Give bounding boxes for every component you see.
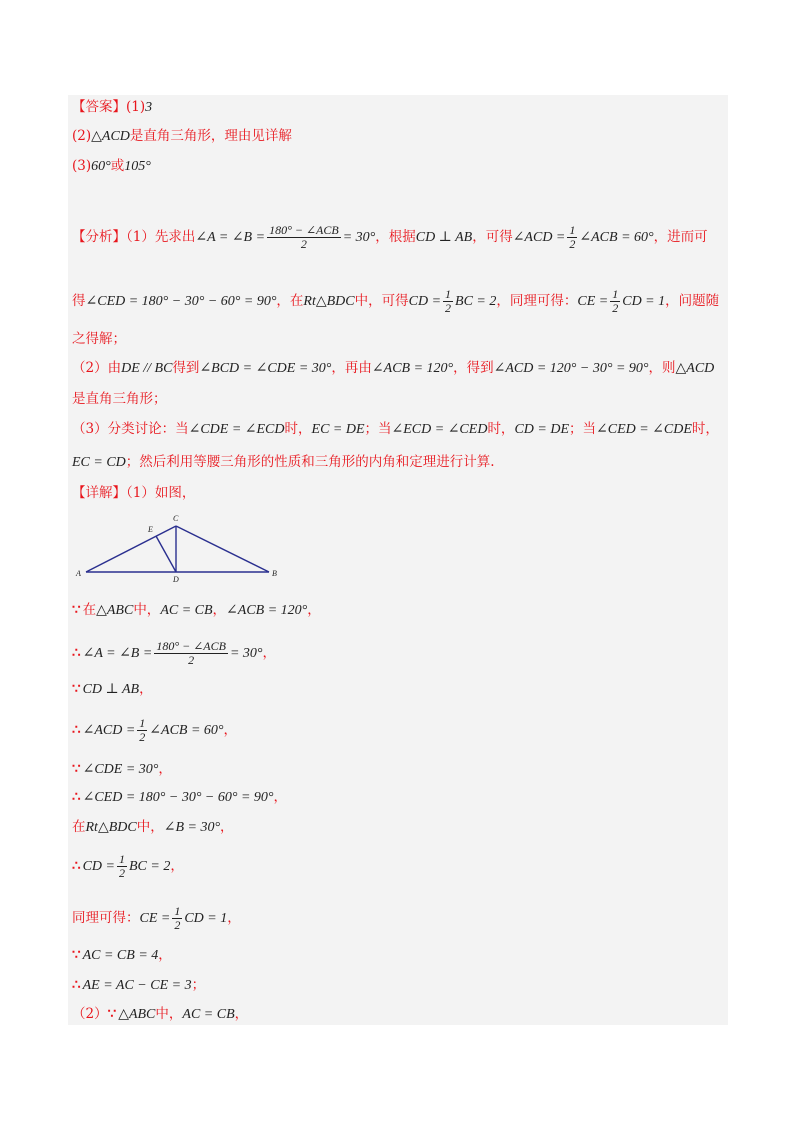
detail-text: ， [227,910,241,926]
math-expr: ∠ACD = [82,723,136,738]
fraction-denominator: 2 [300,237,307,251]
fraction-numerator: 1 [119,852,125,866]
math-expr: CD = 1 [622,294,666,309]
analysis-text: 是直角三角形； [72,391,167,407]
math-expr: BC = 2 [455,294,497,309]
fraction-numerator: 1 [612,287,619,301]
detail-heading: 【详解】（1）如图， [72,485,196,501]
detail-text: ； [191,977,206,993]
math-expr: 60° [91,159,111,174]
math-expr: DE // BC [121,361,173,376]
analysis-heading: 【分析】（1）先求出 [72,229,196,245]
fraction [117,853,127,880]
math-expr: BC = 2 [129,859,171,874]
analysis-part2-line-2 [72,390,167,408]
analysis-text: ，则 [648,360,676,376]
detail-step-2 [72,640,276,667]
math-expr: ∠ACD = [512,230,566,245]
math-expr: △ABC [118,1007,156,1022]
answer-or: 或 [110,158,125,174]
math-expr: Rt△BDC [85,820,137,835]
math-expr: ∠A = ∠B = [195,230,266,245]
math-expr: 105° [124,159,151,174]
math-expr: CD = [82,859,115,874]
detail-step-11 [72,976,205,995]
analysis-text: ，再由 [331,360,372,376]
answer-value-1: 3 [145,100,153,115]
fraction-numerator: 180° − ∠ACB [269,223,339,237]
detail-text: ， [170,858,184,874]
math-expr: Rt△BDC [303,294,355,309]
detail-text: ， [158,947,172,963]
segment-de [156,536,176,572]
math-expr: ∠ACD = 120° − 30° = 90° [493,361,649,376]
analysis-part3-line-1 [72,420,719,439]
math-expr: ∠CED = 180° − 30° − 60° = 90° [82,790,274,805]
answer-line-2 [72,127,292,146]
math-expr: ∠A = ∠B = [82,646,153,661]
math-expr: AC = CB [182,1007,235,1022]
fraction [443,288,453,315]
math-expr: △ABC [96,603,134,618]
answer-label-3: (3) [72,158,92,174]
therefore-symbol: ∴ [72,858,81,874]
analysis-part2-line-1 [72,359,714,378]
math-expr: = 30° [342,230,376,245]
math-expr: CE = [577,294,609,309]
detail-step-6 [72,788,287,807]
fraction-denominator: 2 [188,653,195,667]
fraction-numerator: 1 [445,287,452,301]
math-expr: ∠ECD = ∠CED [391,422,488,437]
analysis-text: ，根据 [375,229,416,245]
analysis-text: ，进而可 [653,229,708,245]
math-expr: ∠ACB = 120° [371,361,454,376]
vertex-label-a: A [76,569,81,578]
math-expr: ∠CED = ∠CDE [596,422,692,437]
fraction-denominator: 2 [119,866,125,880]
analysis-text: 时， [487,421,515,437]
analysis-part3-line-2 [72,453,495,472]
fraction-numerator: 1 [569,223,576,237]
triangle-figure [74,512,284,584]
analysis-text: 得到 [172,360,200,376]
math-expr: ∠B = 30° [163,820,221,835]
math-expr: = 30° [229,646,263,661]
analysis-line-1 [72,224,708,251]
math-expr: △ACD [91,129,130,144]
because-symbol: ∵ [107,1006,117,1022]
math-expr: ∠ACB = 60° [149,723,224,738]
detail-text: 中， [136,819,164,835]
analysis-text: 中，可得 [354,293,409,309]
detail-text: 中， [155,1006,183,1022]
analysis-text: （3）分类讨论：当 [72,421,189,437]
analysis-text: ，同理可得： [496,293,578,309]
because-symbol: ∵ [72,761,81,777]
math-expr: △ACD [675,361,715,376]
math-expr: AC = CB = 4 [82,948,159,963]
math-expr: ∠ACB = 120° [226,603,308,618]
answer-heading: 【答案】(1) [72,99,146,115]
fraction-denominator: 2 [174,918,181,932]
vertex-label-d: D [173,575,179,584]
analysis-text: 之得解； [72,331,126,347]
detail-step-3 [72,680,153,699]
detail-step-12 [72,1005,248,1024]
math-expr: CD = DE [514,422,569,437]
math-expr: CE = [139,911,171,926]
vertex-label-b: B [272,569,277,578]
detail-step-7 [72,818,234,837]
fraction-numerator: 1 [139,716,146,730]
detail-text: 同理可得： [72,910,140,926]
analysis-line-3 [72,330,126,348]
math-expr: ∠CED = 180° − 30° − 60° = 90° [85,294,277,309]
math-expr: CD = 1 [184,911,228,926]
analysis-text: ；然后利用等腰三角形的性质和三角形的内角和定理进行计算. [125,454,495,470]
detail-step-4 [72,717,237,744]
fraction [567,224,577,251]
math-expr: EC = DE [311,422,365,437]
answer-text-2: 是直角三角形，理由见详解 [129,128,292,144]
math-expr: CD = [408,294,442,309]
detail-text: 在 [72,819,86,835]
therefore-symbol: ∴ [72,789,81,805]
analysis-text: 得 [72,293,86,309]
fraction-numerator: 1 [174,904,181,918]
fraction [137,717,147,744]
therefore-symbol: ∴ [72,722,81,738]
analysis-text: ，可得 [472,229,513,245]
fraction-denominator: 2 [569,237,576,251]
detail-text: （2） [72,1006,108,1022]
answer-line-1 [72,98,152,117]
detail-text: ， [220,819,234,835]
fraction-denominator: 2 [612,301,619,315]
vertex-label-c: C [173,514,179,523]
math-expr: ∠BCD = ∠CDE = 30° [199,361,332,376]
because-symbol: ∵ [72,947,81,963]
detail-text: ， [234,1006,249,1022]
answer-line-3 [72,157,151,176]
detail-text: ， [139,681,153,697]
fraction [267,224,341,251]
detail-heading-line [72,484,195,502]
detail-step-1 [72,601,321,620]
analysis-text: ，得到 [453,360,494,376]
detail-step-10 [72,946,172,965]
detail-text: 在 [82,602,97,618]
detail-text: 中， [133,602,161,618]
because-symbol: ∵ [72,681,81,697]
analysis-text: （2）由 [72,360,122,376]
fraction [610,288,620,315]
math-expr: CD ⊥ AB [82,682,140,697]
math-expr: AE = AC − CE = 3 [82,978,192,993]
detail-step-8 [72,853,184,880]
analysis-text: 时， [284,421,312,437]
math-expr: AC = CB [160,603,213,618]
math-expr: CD ⊥ AB [415,230,473,245]
answer-label-2: (2) [72,128,92,144]
fraction-numerator: 180° − ∠ACB [156,639,226,653]
detail-text: ， [273,789,288,805]
vertex-label-e: E [148,525,153,534]
detail-text: ， [223,722,237,738]
therefore-symbol: ∴ [72,645,81,661]
detail-text: ， [262,645,276,661]
math-expr: EC = CD [72,455,126,470]
analysis-text: ，在 [276,293,304,309]
therefore-symbol: ∴ [72,977,81,993]
fraction [172,905,182,932]
math-expr: ∠CDE = 30° [82,762,159,777]
analysis-text: ；当 [364,421,392,437]
fraction-denominator: 2 [139,730,146,744]
detail-text: ， [158,761,172,777]
analysis-line-2 [72,288,719,315]
analysis-text: ，问题随 [665,293,720,309]
analysis-text: 时， [691,421,719,437]
fraction-denominator: 2 [445,301,452,315]
analysis-text: ；当 [569,421,596,437]
math-expr: ∠ACB = 60° [579,230,654,245]
math-expr: ∠CDE = ∠ECD [188,422,285,437]
detail-text: ， [307,602,321,618]
segment-cb [176,526,269,572]
fraction [154,640,228,667]
detail-step-5 [72,760,172,779]
detail-text: ， [212,602,227,618]
detail-step-9 [72,905,241,932]
because-symbol: ∵ [72,602,81,618]
